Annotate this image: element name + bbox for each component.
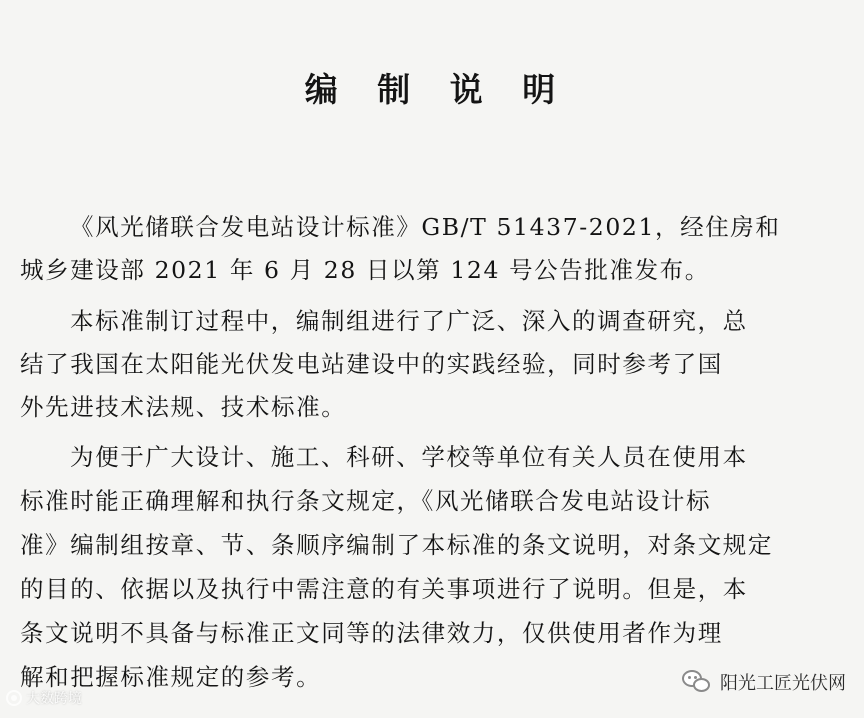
right-watermark-text: 阳光工匠光伏网 — [720, 673, 846, 694]
paragraph-3-line-5: 条文说明不具备与标准正文同等的法律效力，仅供使用者作为理 — [20, 619, 723, 647]
paragraph-3-line-2: 标准时能正确理解和执行条文规定，《风光储联合发电站设计标 — [20, 487, 712, 515]
paragraph-3-line-3: 准》编制组按章、节、条顺序编制了本标准的条文说明，对条文规定 — [20, 531, 773, 559]
paragraph-2-line-1: 本标准制订过程中，编制组进行了广泛、深入的调查研究，总 — [70, 307, 748, 335]
paragraph-3-line-1: 为便于广大设计、施工、科研、学校等单位有关人员在使用本 — [70, 443, 748, 471]
paragraph-1-line-1: 《风光储联合发电站设计标准》GB/T 51437-2021，经住房和 — [70, 213, 781, 241]
right-watermark — [682, 667, 846, 697]
page-title: 编 制 说 明 — [304, 70, 570, 109]
paragraph-3-line-6: 解和把握标准规定的参考。 — [20, 663, 322, 691]
left-watermark-text: 大数跨境 — [26, 691, 82, 707]
paragraph-2-line-2: 结了我国在太阳能光伏发电站建设中的实践经验，同时参考了国 — [20, 350, 723, 378]
left-watermark — [6, 686, 82, 710]
paragraph-2-line-3: 外先进技术法规、技术标准。 — [20, 393, 347, 421]
brand-logo-icon — [6, 690, 22, 706]
wechat-icon — [682, 670, 712, 694]
paragraph-1-line-2: 城乡建设部 2021 年 6 月 28 日以第 124 号公告批准发布。 — [20, 256, 710, 284]
paragraph-3-line-4: 的目的、依据以及执行中需注意的有关事项进行了说明。但是，本 — [20, 575, 748, 603]
